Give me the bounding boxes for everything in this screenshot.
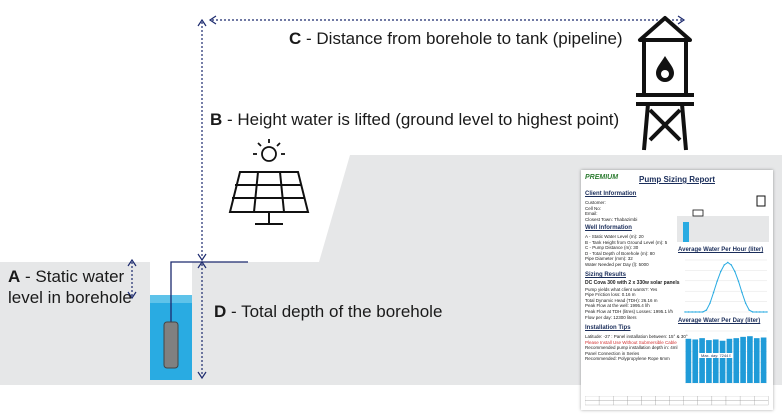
hourly-point	[699, 311, 700, 312]
footer-cell	[726, 401, 740, 406]
chart2-badge: Max. day: 7244 ℓ	[701, 353, 731, 358]
daily-bar	[720, 341, 726, 383]
footer-cell	[726, 396, 740, 401]
well-fields	[585, 234, 667, 268]
client-field: Customer:	[585, 200, 606, 205]
sizing-field: Peak Flow at TDH (litres) Losses: 1995.1 l/h	[585, 308, 673, 314]
hourly-point	[745, 303, 746, 304]
daily-bar	[692, 339, 698, 383]
well-heading: Well Information	[585, 225, 632, 231]
footer-cell	[740, 396, 754, 401]
report-title: Pump Sizing Report	[639, 175, 715, 184]
sizing-field: Peak Flow at the well: 1995.4 l/h	[585, 303, 650, 309]
sizing-fields	[585, 281, 680, 320]
hourly-point	[688, 311, 689, 312]
hourly-point	[763, 311, 764, 312]
footer-cell	[698, 401, 712, 406]
client-field: Closest Town: Thabazimbi	[585, 216, 638, 222]
daily-bar	[713, 339, 719, 383]
daily-bar	[754, 338, 760, 383]
footer-cell	[684, 401, 698, 406]
pump-icon	[164, 322, 178, 368]
daily-bar	[686, 339, 692, 383]
label-d	[214, 302, 442, 322]
well-field: Pipe Diameter (mm): 32	[585, 256, 633, 262]
client-fields	[585, 200, 637, 222]
tips-heading: Installation Tips	[585, 325, 631, 331]
footer-cell	[599, 396, 613, 401]
client-field: Email:	[585, 211, 598, 217]
hourly-water-chart	[681, 256, 769, 316]
footer-cell	[613, 401, 627, 406]
footer-cell	[656, 401, 670, 406]
label-d-text: - Total depth of the borehole	[231, 302, 443, 321]
sizing-field: Flow per day: 12300 liters	[585, 314, 637, 320]
footer-cell	[684, 396, 698, 401]
tips-fields	[585, 334, 688, 362]
hourly-point	[727, 262, 728, 263]
footer-cell	[754, 396, 768, 401]
footer-cell	[641, 401, 655, 406]
label-d-letter: D	[214, 302, 227, 321]
report-brand: PREMIUM	[585, 174, 619, 181]
hourly-point	[752, 311, 753, 312]
daily-bar	[706, 340, 712, 383]
label-a-letter: A	[8, 267, 21, 286]
hourly-point	[724, 264, 725, 265]
hourly-point	[748, 309, 749, 310]
label-b-letter: B	[210, 110, 223, 129]
chart1-title: Average Water Per Hour (liter)	[678, 247, 764, 253]
hourly-point	[716, 281, 717, 282]
sizing-heading: Sizing Results	[585, 272, 627, 278]
label-b-text: - Height water is lifted (ground level to highest point)	[227, 110, 620, 129]
tips-field: Recommended pump installation depth in: 4ml	[585, 345, 678, 351]
hourly-point	[738, 281, 739, 282]
report-footer-table	[585, 396, 769, 406]
label-c	[289, 29, 623, 49]
mini-diagram	[677, 190, 769, 242]
hourly-point	[691, 311, 692, 312]
well-field: B - Tank Height from Ground Level (m): 5	[585, 239, 668, 245]
footer-cell	[585, 401, 599, 406]
sun-icon	[253, 139, 285, 161]
daily-bar	[747, 336, 753, 383]
footer-cell	[585, 396, 599, 401]
hourly-point	[720, 271, 721, 272]
footer-cell	[740, 401, 754, 406]
hourly-point	[713, 292, 714, 293]
footer-cell	[698, 396, 712, 401]
hourly-point	[731, 264, 732, 265]
hourly-series-line	[685, 263, 767, 313]
well-field: D - Total Depth of Borehole (m): 80	[585, 250, 655, 256]
footer-cell	[670, 401, 684, 406]
footer-cell	[712, 401, 726, 406]
hourly-point	[734, 271, 735, 272]
sizing-field: Pipe Friction loss: 0.16 m	[585, 292, 636, 298]
well-field: Water Needed per Day (l): 5000	[585, 261, 649, 267]
pump-sizing-report	[581, 170, 773, 410]
sizing-field: Pump yields what client wants?: Yes	[585, 286, 658, 292]
hourly-point	[702, 311, 703, 312]
hourly-point	[759, 311, 760, 312]
daily-bar	[761, 338, 767, 384]
label-b	[210, 110, 619, 130]
footer-cell	[712, 396, 726, 401]
well-field: C - Pump Distance (m): 30	[585, 245, 639, 251]
solar-panel-icon	[230, 172, 308, 224]
water-tower-icon	[636, 18, 694, 150]
client-field: Cell No:	[585, 205, 602, 211]
tips-warning: Please Install Use Without Submersible Cable	[585, 339, 677, 345]
tips-field: Panel Connection in Series	[585, 350, 640, 356]
label-a-line1: - Static water	[25, 267, 125, 286]
tips-field: Latitude: -27 : Panel installation between: 15° & 30°	[585, 334, 688, 339]
hourly-point	[706, 309, 707, 310]
label-c-letter: C	[289, 29, 302, 48]
well-field: A - Static Water Level (m): 20	[585, 234, 644, 239]
daily-bar	[727, 339, 733, 383]
hourly-point	[684, 311, 685, 312]
tips-field: Recommended: Polypropylene Rope 6mm	[585, 356, 670, 362]
label-c-text: - Distance from borehole to tank (pipeline)	[306, 29, 623, 48]
hourly-point	[741, 292, 742, 293]
footer-cell	[613, 396, 627, 401]
label-a	[8, 266, 132, 308]
sizing-field: Total Dynamic Head (TDH): 26.16 m	[585, 297, 658, 303]
chart2-title: Average Water Per Day (liter)	[678, 318, 761, 324]
sizing-title: DC Cova 300 with 2 x 330w solar panels	[585, 280, 680, 286]
footer-cell	[627, 396, 641, 401]
hourly-point	[709, 303, 710, 304]
hourly-point	[756, 311, 757, 312]
footer-cell	[641, 396, 655, 401]
label-a-line2: level in borehole	[8, 288, 132, 307]
hourly-point	[766, 311, 767, 312]
footer-cell	[627, 401, 641, 406]
daily-bar	[699, 338, 705, 383]
footer-cell	[656, 396, 670, 401]
footer-cell	[754, 401, 768, 406]
daily-bar	[733, 338, 739, 383]
client-heading: Client Information	[585, 191, 637, 197]
footer-cell	[599, 401, 613, 406]
daily-bar	[740, 337, 746, 383]
footer-cell	[670, 396, 684, 401]
hourly-point	[695, 311, 696, 312]
